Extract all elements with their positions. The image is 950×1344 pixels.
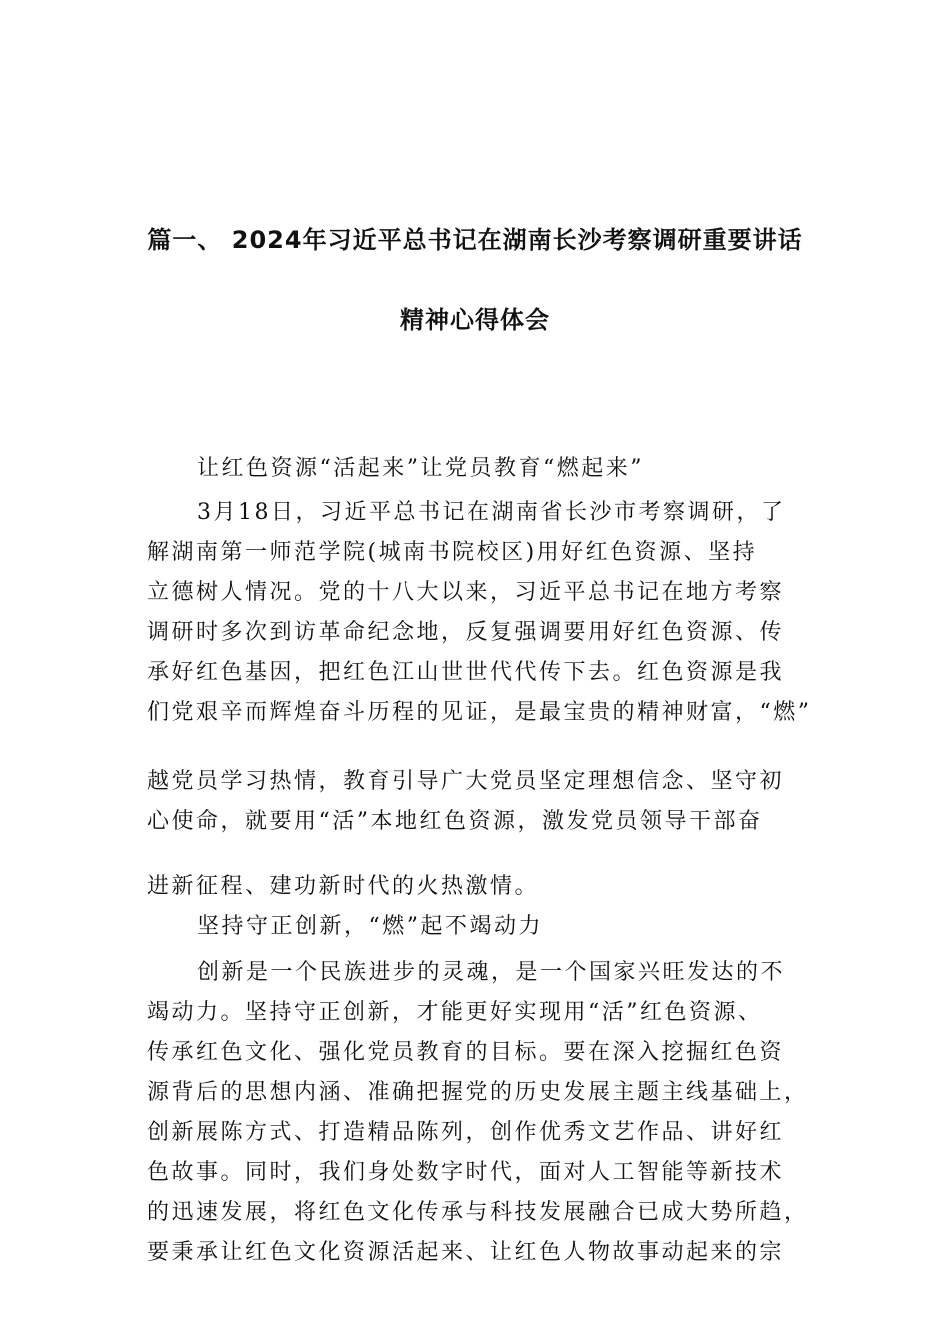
document-title-line-1: 篇一、 2024年习近平总书记在湖南长沙考察调研重要讲话 xyxy=(147,226,803,254)
text-line: 的迅速发展，将红色文化传承与科技发展融合已成大势所趋， xyxy=(147,1200,809,1225)
text-line: 要秉承让红色文化资源活起来、让红色人物故事动起来的宗 xyxy=(147,1240,785,1265)
text-line: 创新是一个民族进步的灵魂，是一个国家兴旺发达的不 xyxy=(197,960,786,985)
text-line: 心使命，就要用“活”本地红色资源，激发党员领导干部奋 xyxy=(147,809,763,834)
text-line: 们党艰辛而辉煌奋斗历程的见证，是最宝贵的精神财富，“燃” xyxy=(147,700,812,725)
text-line: 调研时多次到访革命纪念地，反复强调要用好红色资源、传 xyxy=(147,620,785,645)
text-line: 解湖南第一师范学院(城南书院校区)用好红色资源、坚持 xyxy=(147,540,758,565)
text-line: 传承红色文化、强化党员教育的目标。要在深入挖掘红色资 xyxy=(147,1040,785,1065)
text-line: 进新征程、建功新时代的火热激情。 xyxy=(147,874,540,899)
document-title-line-2: 精神心得体会 xyxy=(400,306,550,334)
text-line: 承好红色基因，把红色江山世世代代传下去。红色资源是我 xyxy=(147,660,785,685)
text-line: 创新展陈方式、打造精品陈列，创作优秀文艺作品、讲好红 xyxy=(147,1120,785,1145)
text-line: 源背后的思想内涵、准确把握党的历史发展主题主线基础上， xyxy=(147,1080,809,1105)
text-line: 立德树人情况。党的十八大以来，习近平总书记在地方考察 xyxy=(147,580,785,605)
text-line: 色故事。同时，我们身处数字时代，面对人工智能等新技术 xyxy=(147,1160,785,1185)
text-line: 3月18日，习近平总书记在湖南省长沙市考察调研，了 xyxy=(197,500,786,525)
text-line: 竭动力。坚持守正创新，才能更好实现用“活”红色资源、 xyxy=(147,1000,763,1025)
section-heading: 坚持守正创新，“燃”起不竭动力 xyxy=(197,914,543,939)
text-line: 越党员学习热情，教育引导广大党员坚定理想信念、坚守初 xyxy=(147,769,785,794)
section-heading: 让红色资源“活起来”让党员教育“燃起来” xyxy=(197,456,644,481)
